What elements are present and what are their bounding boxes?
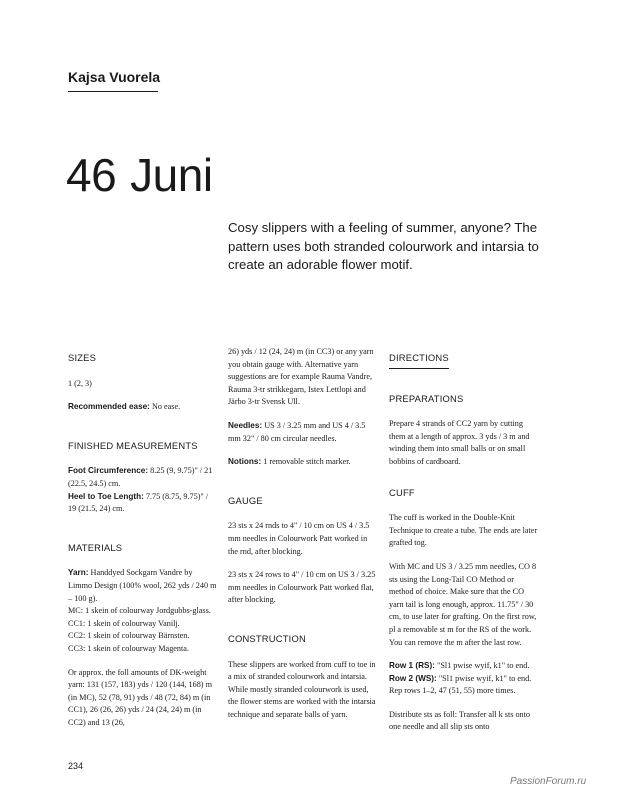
row-2: Row 2 (WS): "Sl1 pwise wyif, k1" to end. bbox=[389, 673, 532, 683]
preparations-text: Prepare 4 strands of CC2 yarn by cutting them at a length of approx. 3 yds / 3 m and winding them into small balls or on small bobbins of cardboard. bbox=[389, 419, 530, 466]
cuff-intro: The cuff is worked in the Double-Knit Technique to create a tube. The ends are later grafted tog. bbox=[389, 513, 538, 548]
directions-heading: DIRECTIONS bbox=[389, 352, 449, 369]
pattern-name: Juni bbox=[130, 149, 213, 201]
column-1 bbox=[68, 352, 218, 729]
yarn-info: Yarn: Handdyed Sockgarn Vandre by Limmo Design (100% wool, 262 yds / 240 m – 100 g). bbox=[68, 568, 217, 603]
watermark: PassionForum.ru bbox=[510, 776, 587, 787]
sizes-heading: SIZES bbox=[68, 352, 97, 363]
pattern-number: 46 bbox=[66, 149, 117, 201]
gauge-round: 23 sts x 24 rnds to 4" / 10 cm on US 4 / 3.5 mm needles in Colourwork Patt worked in the rnd, after blocking. bbox=[228, 521, 370, 556]
intro-paragraph: Cosy slippers with a feeling of summer, anyone? The pattern uses both stranded colourwork and intarsia to create an adorable flower motif. bbox=[228, 220, 539, 272]
gauge-heading: GAUGE bbox=[228, 494, 263, 506]
heel-to-toe-length: Heel to Toe Length: 7.75 (8.75, 9.75)" / 19 (21.5, 24) cm. bbox=[68, 491, 209, 514]
alternative-amounts: Or approx. the foll amounts of DK-weight yarn: 131 (157, 183) yds / 120 (144, 168) m (in MC), 52 (78, 91) yds / 48 (72, 84) m (in CC1), 26 (26, 26) yds / 24 (24, 24) m (in CC2) and 13 (26, bbox=[68, 667, 212, 727]
cc1-yarn: CC1: 1 skein of colourway Vanilj. bbox=[68, 618, 180, 628]
cc2-yarn: CC2: 1 skein of colourway Bärnsten. bbox=[68, 631, 190, 641]
cuff-heading: CUFF bbox=[389, 486, 415, 498]
mc-yarn: MC: 1 skein of colourway Jordgubbs-glass. bbox=[68, 606, 211, 616]
cc3-yarn: CC3: 1 skein of colourway Magenta. bbox=[68, 643, 189, 653]
page-number: 234 bbox=[68, 761, 84, 771]
materials-heading: MATERIALS bbox=[68, 541, 123, 553]
foot-circumference: Foot Circumference: 8.25 (9, 9.75)" / 21 (22.5, 24.5) cm. bbox=[68, 466, 213, 488]
construction-text: These slippers are worked from cuff to toe in a mix of stranded colourwork and intarsia. While mostly stranded colourwork is used, the flower stems are worked with the intarsia technique and separate balls of yarn. bbox=[228, 659, 376, 719]
finished-measurements-heading: FINISHED MEASUREMENTS bbox=[68, 439, 198, 451]
recommended-ease: Recommended ease: No ease. bbox=[68, 402, 181, 412]
construction-heading: CONSTRUCTION bbox=[228, 632, 306, 644]
author-name: Kajsa Vuorela bbox=[68, 69, 161, 85]
repeat-rows: Rep rows 1–2, 47 (51, 55) more times. bbox=[389, 686, 516, 696]
page-title bbox=[66, 148, 213, 202]
preparations-heading: PREPARATIONS bbox=[389, 392, 464, 404]
cuff-cast-on: With MC and US 3 / 3.25 mm needles, CO 8 sts using the Long-Tail CO Method or method of choice. Make sure that the CO yarn tail is long enough, approx. 11.75" / 30 cm, to use later for grafting. On the first row, pl a removable st m for the RS of the work. You can remove the m after the last row. bbox=[389, 561, 537, 647]
distribute-sts: Distribute sts as foll: Transfer all k sts onto one needle and all slip sts onto bbox=[389, 709, 531, 732]
notions-info: Notions: 1 removable stitch marker. bbox=[228, 457, 351, 467]
sizes-value: 1 (2, 3) bbox=[68, 378, 92, 388]
row-1: Row 1 (RS): "Sl1 pwise wyif, k1" to end. bbox=[389, 661, 530, 671]
column-2 bbox=[228, 346, 378, 721]
needles-info: Needles: US 3 / 3.25 mm and US 4 / 3.5 mm 32" / 80 cm circular needles. bbox=[228, 420, 366, 443]
gauge-flat: 23 sts x 24 rows to 4" / 10 cm on US 3 / 3.25 mm needles in Colourwork Patt worked flat, after blocking. bbox=[228, 570, 376, 605]
yarn-continued: 26) yds / 12 (24, 24) m (in CC3) or any yarn you obtain gauge with. Alternative yarn suggestions are for example Rauma Vandre, Rauma 3-tr strikkegarn, Istex Lettlopi and Järbo 3-tr Svensk Ull. bbox=[228, 347, 374, 407]
column-3 bbox=[389, 352, 539, 734]
author-underline bbox=[68, 91, 158, 92]
